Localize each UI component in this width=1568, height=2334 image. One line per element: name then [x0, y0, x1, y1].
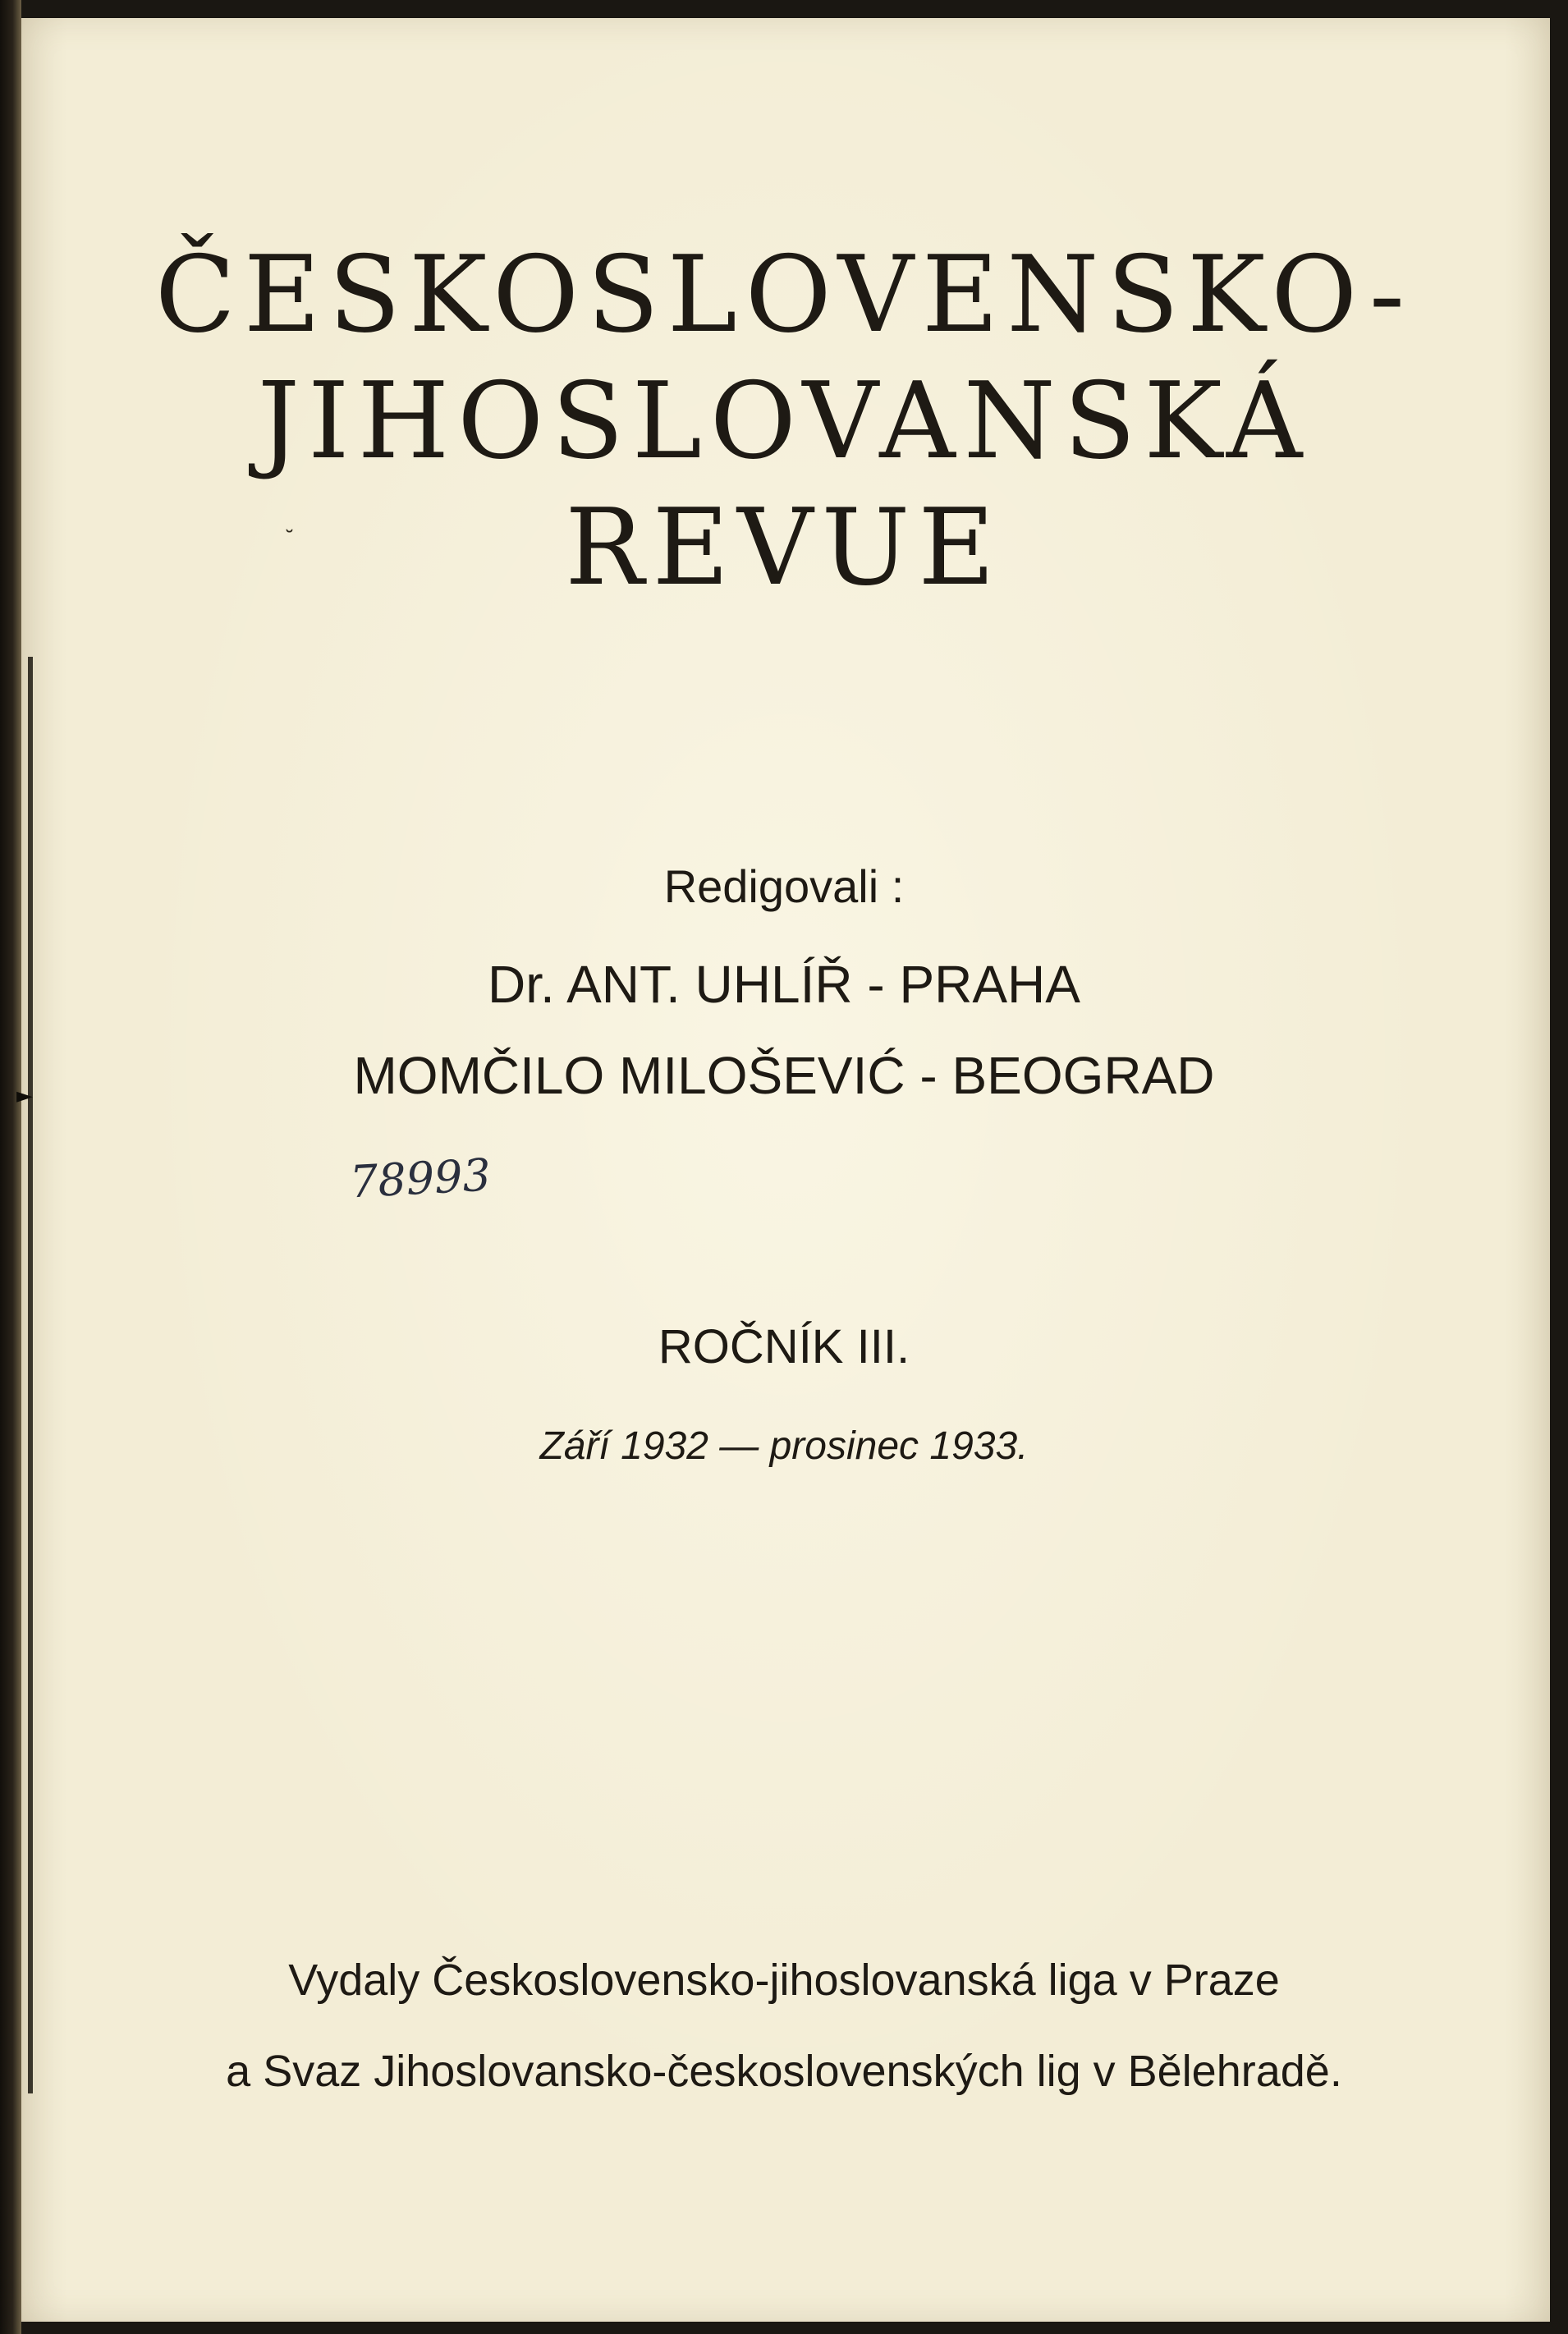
margin-arrow-icon: ► — [16, 1084, 33, 1108]
volume-label: ROČNÍK III. — [658, 1320, 910, 1373]
stray-mark-icon: ˘ — [284, 527, 295, 552]
publisher-line-1: Vydaly Československo-jihoslovanská liga v Praze — [288, 1956, 1280, 2005]
title-line-2: JIHOSLOVANSKÁ — [257, 360, 1311, 483]
publisher-line-2: a Svaz Jihoslovansko-československých lig v Bělehradě. — [226, 2047, 1342, 2096]
date-range: Září 1932 — prosinec 1933. — [539, 1424, 1029, 1468]
title-line-1: ČESKOSLOVENSKO- — [154, 234, 1414, 356]
editors-heading: Redigovali : — [663, 860, 905, 912]
handwritten-inventory-number: 78993 — [348, 1149, 493, 1208]
editor-2: MOMČILO MILOŠEVIĆ - BEOGRAD — [353, 1046, 1215, 1105]
editor-1: Dr. ANT. UHLÍŘ - PRAHA — [488, 955, 1080, 1014]
title-line-3: REVUE — [565, 487, 1003, 609]
